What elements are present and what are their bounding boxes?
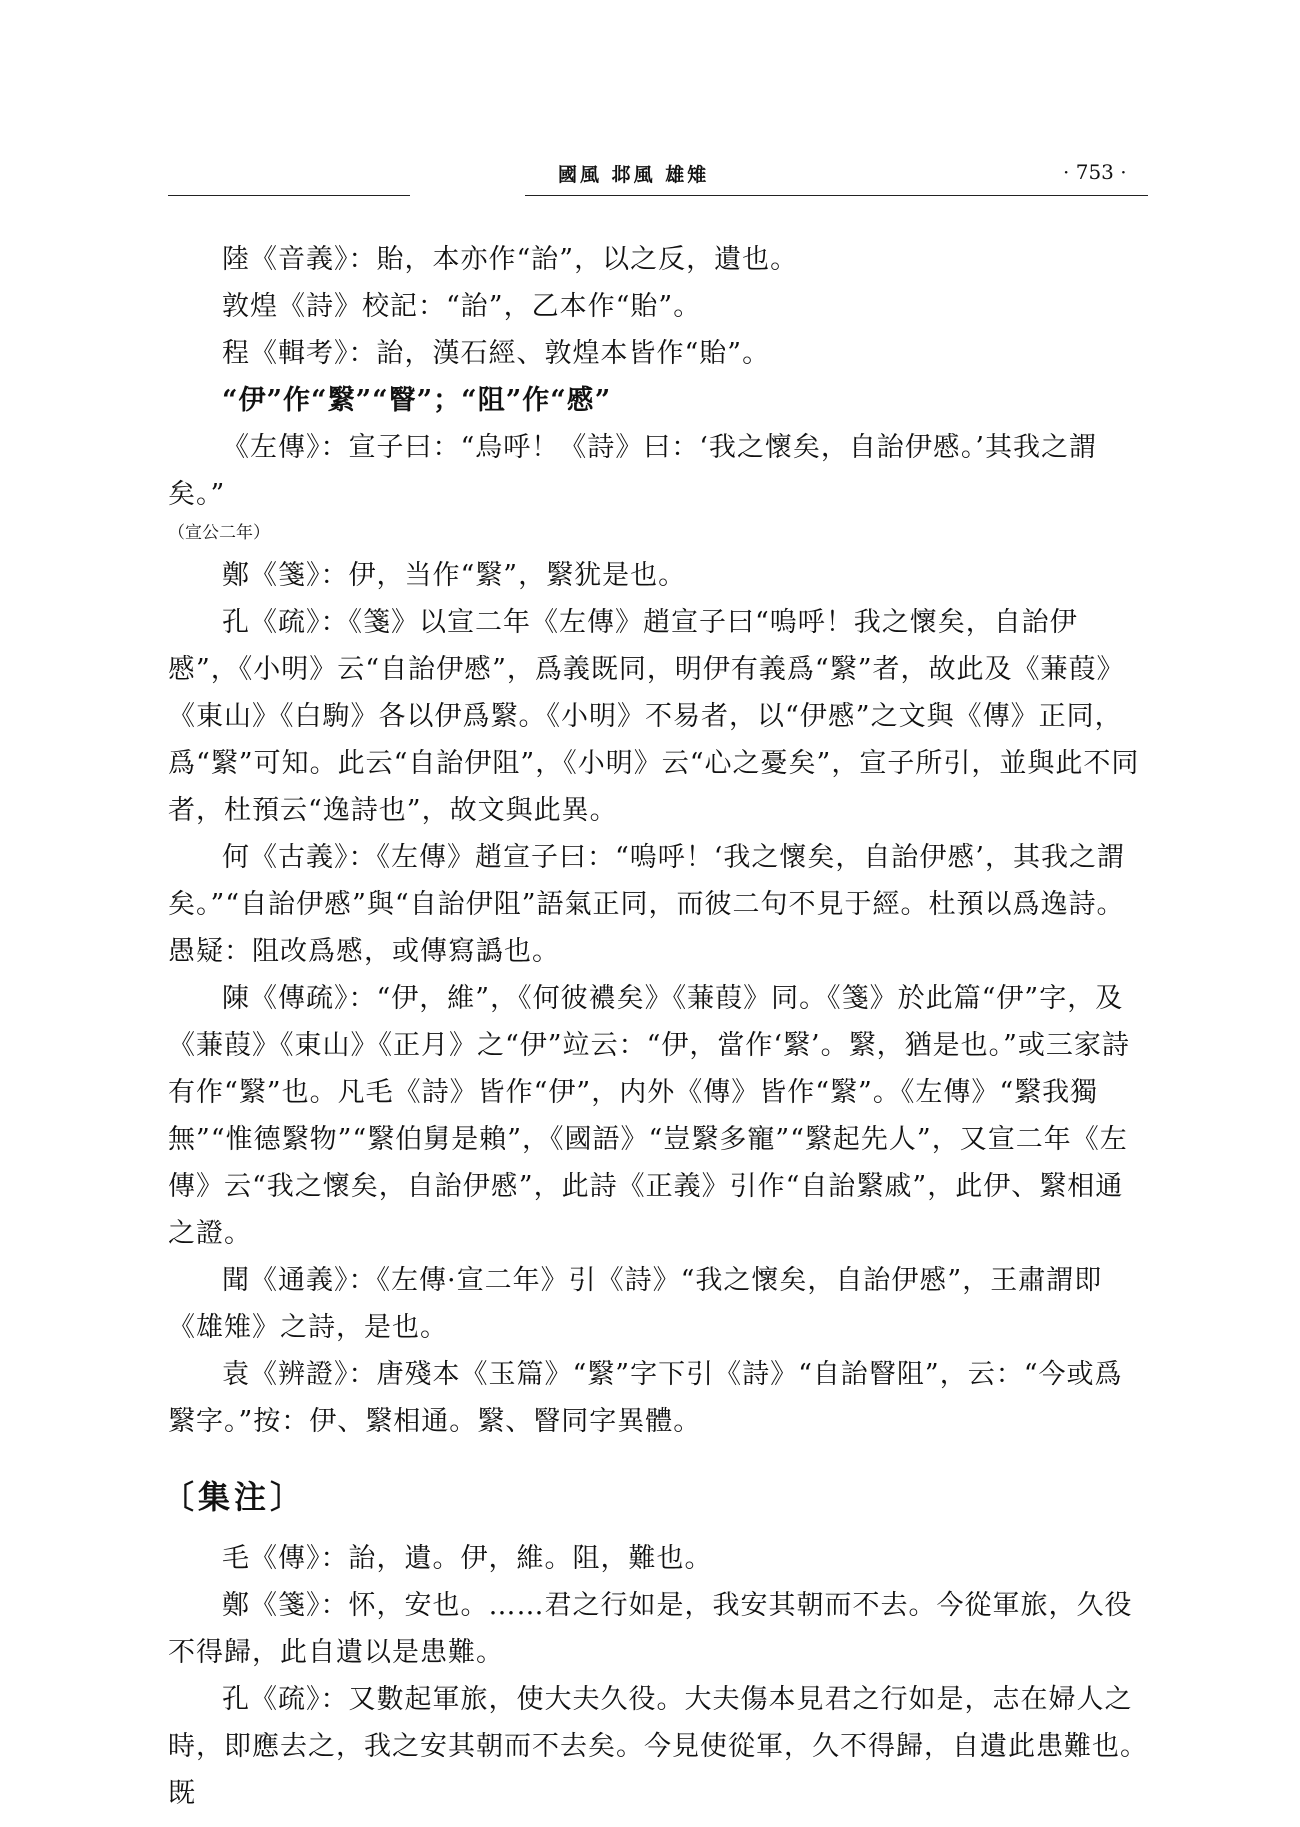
paragraph: 程《輯考》：詒，漢石經、敦煌本皆作“貽”。	[222, 338, 771, 369]
paragraph: 袁《辨證》：唐殘本《玉篇》“繄”字下引《詩》“自詒瞖阻”，云：“今或爲繄字。”按：伊、繄相通。繄、瞖同字異體。	[168, 1359, 1123, 1437]
paragraph: 孔《疏》：《箋》以宣二年《左傳》趙宣子曰“嗚呼！我之懷矣，自詒伊慼”，《小明》云“自詒伊慼”，爲義既同，明伊有義爲“繄”者，故此及《蒹葭》《東山》《白駒》各以伊爲繄。《小明》不易者，以“伊慼”之文與《傳》正同，爲“繄”可知。此云“自詒伊阻”，《小明》云“心之憂矣”，宣子所引，並與此不同者，杜預云“逸詩也”，故文與此異。	[168, 607, 1140, 826]
source-note: （宣公二年）	[168, 523, 270, 543]
page-body	[162, 236, 1148, 1817]
running-title: 國風 邶風 雄雉	[558, 164, 710, 186]
paragraph: 鄭《箋》：伊，当作“繄”，繄犹是也。	[222, 560, 687, 591]
header-rule-right	[938, 195, 1148, 196]
header-rule-left	[168, 195, 410, 196]
running-header	[168, 160, 1148, 200]
paragraph: 陳《傳疏》：“伊，維”，《何彼襛矣》《蒹葭》同。《箋》於此篇“伊”字，及《蒹葭》《東山》《正月》之“伊”竝云：“伊，當作‘繄’。繄，猶是也。”或三家詩有作“繄”也。凡毛《詩》皆作“伊”，内外《傳》皆作“繄”。《左傳》“繄我獨無”“惟德繄物”“繄伯舅是賴”，《國語》“豈繄多寵”“繄起先人”，又宣二年《左傳》云“我之懷矣，自詒伊慼”，此詩《正義》引作“自詒繄戚”，此伊、繄相通之證。	[168, 983, 1130, 1249]
paragraph: 聞《通義》：《左傳·宣二年》引《詩》“我之懷矣，自詒伊慼”，王肅謂即《雄雉》之詩，是也。	[168, 1265, 1103, 1343]
paragraph: 陸《音義》：貽，本亦作“詒”，以之反，遺也。	[222, 244, 799, 275]
paragraph: 鄭《箋》：怀，安也。……君之行如是，我安其朝而不去。今從軍旅，久役不得歸，此自遺以是患難。	[168, 1590, 1133, 1668]
subheading: “伊”作“繄”“瞖”；“阻”作“慼”	[222, 385, 612, 416]
paragraph: 《左傳》：宣子曰：“烏呼！《詩》曰：‘我之懷矣，自詒伊慼。’其我之謂矣。”	[168, 432, 1097, 510]
paragraph: 敦煌《詩》校記：“詒”，乙本作“貽”。	[222, 291, 702, 322]
paragraph: 孔《疏》：又數起軍旅，使大夫久役。大夫傷本見君之行如是，志在婦人之時，即應去之，我之安其朝而不去矣。今見使從軍，久不得歸，自遺此患難也。既	[168, 1684, 1148, 1809]
paragraph: 毛《傳》：詒，遺。伊，維。阻，難也。	[222, 1543, 713, 1574]
page-number: · 753 ·	[1063, 160, 1127, 184]
section-title: 〔集注〕	[162, 1478, 307, 1516]
paragraph: 何《古義》：《左傳》趙宣子曰：“嗚呼！‘我之懷矣，自詒伊慼’，其我之謂矣。”“自詒伊慼”與“自詒伊阻”語氣正同，而彼二句不見于經。杜預以爲逸詩。愚疑：阻改爲慼，或傳寫譌也。	[168, 842, 1125, 967]
